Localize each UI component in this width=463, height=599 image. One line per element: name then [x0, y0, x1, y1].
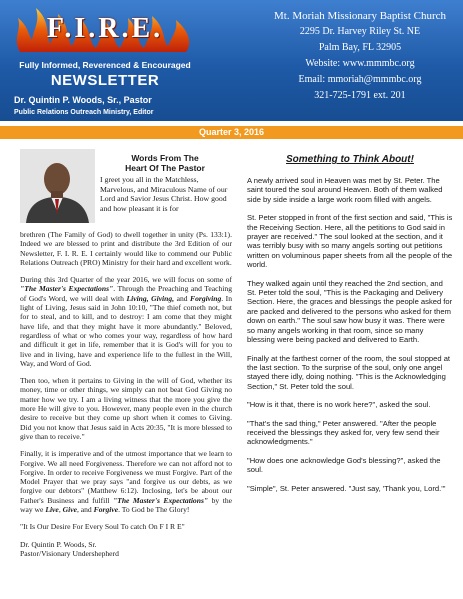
pastor-article-title: Words From The Heart Of The Pastor — [125, 153, 205, 173]
church-info — [262, 8, 458, 104]
story-paragraph-7: "How does one acknowledge God's blessing?", asked the soul. — [247, 455, 441, 475]
editor-line: Public Relations Outreach Ministry, Editor — [14, 109, 154, 116]
church-website[interactable]: Website: www.mmmbc.org — [305, 58, 415, 69]
story-title: Something to Think About! — [286, 154, 414, 165]
tagline: Fully Informed, Reverenced & Encouraged — [19, 60, 191, 70]
pastor-photo — [20, 149, 95, 223]
church-address-line2: Palm Bay, FL 32905 — [318, 42, 402, 53]
pastor-article-intro: I greet you all in the Matchless, Marvelous, and Miraculous Name of our Lord and Savior Jesus Christ. How good and how pleasant it is for — [100, 175, 228, 213]
masthead — [0, 0, 463, 121]
newsletter-heading: NEWSLETTER — [50, 72, 160, 89]
pastor-signature-name: Dr. Quintin P. Woods, Sr. — [20, 539, 97, 549]
pastor-paragraph-2: During this 3rd Quarter of the year 2016, we will focus on some of "The Master's Expectations". Through the Preaching and Teaching of God's Word, we will deal with Living, Giving, and Forgiving. In light of Living, Jesus said in John 10:10, "The thief cometh not, but for to steal, and to kill, and to destroy: I am come that they might have life, and that they might have it more abundantly." Beloved, regardless of what or who comes your way, regardless of how hard and difficult it get in life, remember that it is God's will for you to live and in living, have and experience life to the fullest in the Will, Way, and Word of God. — [20, 275, 233, 368]
story-paragraph-1: A newly arrived soul in Heaven was met by St. Peter. The saint toured the soul around Heaven. Both of them walked side by side inside a large work room filled with angels. — [247, 176, 443, 204]
pastor-paragraph-3: Then too, when it pertains to Giving in the will of God, whether its money, time or other things, we simply can not beat God Giving no matter how we try. I am a living witness that the more you give the more He will give to you. However, many people even in the church desire to receive but they come up short when it comes to Giving. Did you not know that Jesus said in Acts 20:35, "It is more blessed to give than to receive." — [20, 376, 232, 441]
pastor-closing: "It Is Our Desire For Every Soul To catch On F I R E" — [20, 522, 185, 532]
church-phone: 321-725-1791 ext. 201 — [314, 90, 406, 101]
church-name: Mt. Moriah Missionary Baptist Church — [273, 10, 447, 22]
story-paragraph-8: "Simple", St. Peter answered. "Just say, 'Thank you, Lord.'" — [247, 483, 446, 493]
church-address-line1: 2295 Dr. Harvey Riley St. NE — [299, 26, 421, 37]
story-paragraph-3: They walked again until they reached the 2nd section, and St. Peter told the soul, "This is the Packaging and Delivery Section. Here, the graces and blessings the people asked for are packed and delivered to the persons who asked for them down on earth." The soul saw how busy it was. There were so many angels working in that room, since so many blessing were being packed and delivered to Earth. — [247, 278, 453, 345]
story-paragraph-5: "How is it that, there is no work here?", asked the soul. — [247, 400, 431, 410]
church-email[interactable]: Email: mmoriah@mmmbc.org — [298, 74, 422, 85]
story-body — [247, 176, 453, 502]
quarter-banner: Quarter 3, 2016 — [0, 126, 463, 139]
pastor-name: Dr. Quintin P. Woods, Sr., Pastor — [14, 95, 152, 105]
pastor-signature-title: Pastor/Visionary Undershepherd — [20, 548, 119, 558]
fire-title: F.I.R.E. — [46, 13, 164, 44]
pastor-article-body — [20, 230, 232, 558]
pastor-portrait-icon — [20, 149, 95, 223]
story-paragraph-6: "That's the sad thing," Peter answered. "After the people received the blessings they asked for, very few send their acknowledgments." — [247, 418, 440, 447]
story-paragraph-2: St. Peter stopped in front of the first section and said, "This is the Receiving Section. Here, all the petitions to God said in prayer are received." The soul looked at the section, and it was terribly busy with so many angels sorting out petitions written on voluminous paper sheets from all the people of the world. — [247, 213, 453, 270]
pastor-paragraph-4: Finally, it is imperative and of the utmost importance that we learn to Forgive. We all need Forgiveness. Therefore we can not afford not to Forgive. In order to receive Forgiveness we must Forgive. Part of the Model Prayer that we pray says "and forgive us our debts, as we forgive our debtors" (Matthew 6:12). Inclosing, let's be about our Father's Business and fulfill "The Master's Expectations" by the way we Live, Give, and Forgive. To God be The Glory! — [20, 449, 232, 515]
story-paragraph-4: Finally at the farthest corner of the room, the soul stopped at the last section. To the surprise of the soul, only one angel stayed there idly, doing nothing. "This is the Acknowledging Section," St. Peter told the soul. — [247, 353, 451, 391]
pastor-paragraph-1: brethren (The Family of God) to dwell together in unity (Ps. 133:1). Indeed we are blessed to print and distribute the 3rd Edition of our Newsletter, F. I. R. E. I certainly would like to commend our Public Relations Outreach (PRO) Ministry for their hard and excellent work. — [20, 230, 232, 267]
